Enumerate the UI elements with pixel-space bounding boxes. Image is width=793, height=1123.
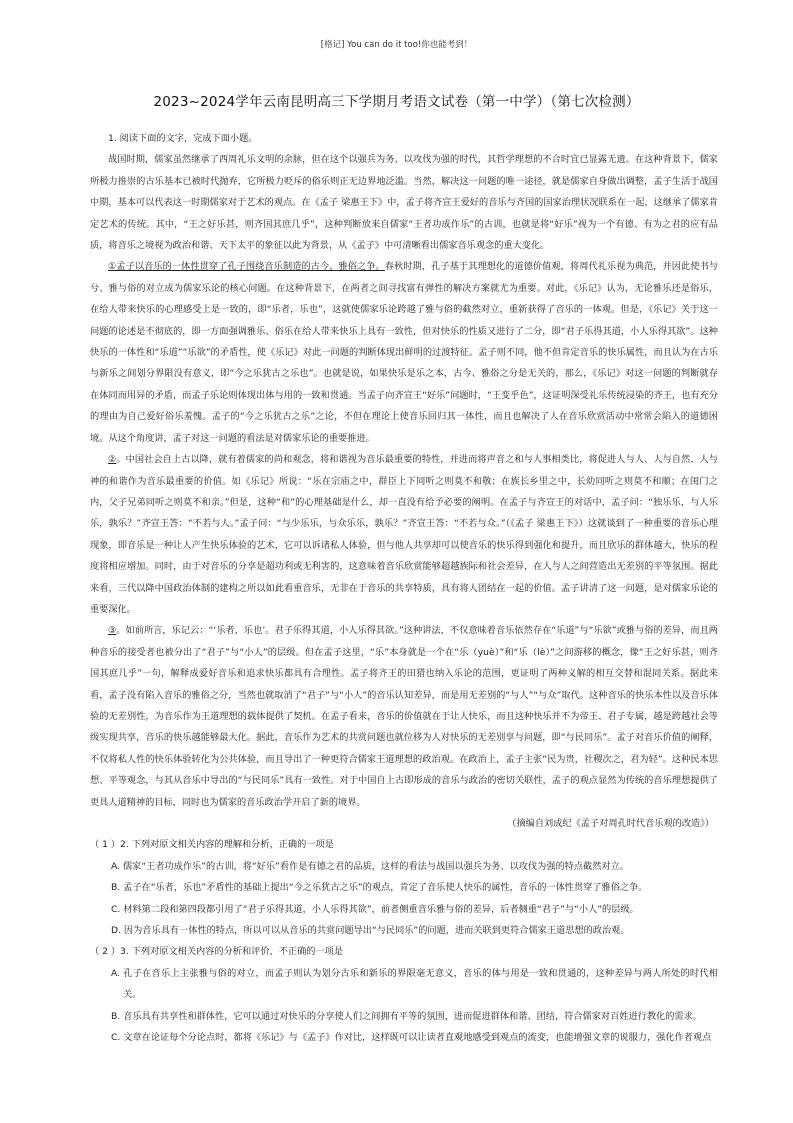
question-list: [90, 834, 718, 1048]
question-2-option-b[interactable]: B. 音乐具有共享性和群体性，它可以通过对快乐的分享使人们之间拥有平等的氛围，进而促进群体和谐、团结，符合儒家对百姓进行教化的需求。: [111, 1010, 702, 1022]
passage-paragraph-4-body: 。如前所言，乐记云：“‘乐者，乐也’。君子乐得其道，小人乐得其欲。”这种讲法，不仅意味着音乐依然存在“乐道”与“乐欲”或雅与俗的差异，而且两种音乐的接受者也被分出了“君子”与“小人”的层级。但在孟子这里，“乐”本身就是一个在“乐（yuè）”和“乐（lè）”之间游移的概念，像“王之好乐甚，则齐国其庶几乎”一句，解释成爱好音乐和追求快乐都具有合理性。孟子将齐王的田猎也纳入乐论的范围，更证明了两种义解的相互交替和混同关系。据此来看，孟子没有陷入音乐的雅俗之分，当然也就取消了“君子”与“小人”的音乐认知差异，而是用无差别的“与人”“与众”取代。这种音乐的快乐本性以及音乐体验的无差别性，为音乐作为王道理想的载体提供了契机。在孟子看来，音乐的价值就在于让人快乐，而且这种快乐并不为帝王、君子专属，越是跨越社会等级实现共享，音乐的快乐越能够最大化。据此，音乐作为艺术的共赏问题也就位移为人对快乐的无差别享与问题，即“与民同乐”。孟子对音乐价值的阐释，不仅将私人性的快乐体验转化为公共体验，而且导出了一种更符合儒家王道理想的政治观。在政治上，孟子主张“民为贵，社稷次之，君为轻”。这种民本思想、平等观念，与其从音乐中导出的“与民同乐”具有一致性。对于中国自上古即形成的音乐与政治的密切关联性，孟子的观点显然为传统的音乐理想提供了更具人道精神的目标，同时也为儒家的音乐政治学开启了新的境界。: [90, 625, 718, 808]
question-2-option-a[interactable]: A. 孔子在音乐上主张雅与俗的对立，而孟子则认为划分古乐和新乐的界限毫无意义，音乐的体与用是一致和贯通的，这种差异与两人所处的时代相关。: [111, 967, 718, 1001]
passage-paragraph-1: 战国时期，儒家虽然继承了西周礼乐文明的余脉，但在这个以强兵为务、以攻伐为强的时代，其哲学理想的不合时宜已显露无遗。在这种背景下，儒家所极力推崇的古乐基本已被时代抛弃，它所极力贬斥的俗乐则正无边界地泛滥。当然，解决这一问题的唯一途径，就是儒家自身做出调整，孟子生活于战国中期，基本可以代表这一时期儒家对于艺术的观点。在《孟子 梁惠王下》中，孟子将齐宣王爱好的音乐与齐国的国家治理状况联系在一起，这继承了儒家肯定艺术的传统。其中，“王之好乐甚，则齐国其庶几乎”，这种判断放来自儒家“王者功成作乐”的古训，也就是将“好乐”视为一个有德、有为之君的应有品质，将音乐之境视为政治和谐、天下太平的象征以此为背景，从《孟子》中可清晰看出儒家音乐观念的重大变化。: [90, 154, 718, 252]
passage-instruction: 1. 阅读下面的文字，完成下面小题。: [108, 133, 258, 144]
question-1-stem: （ 1 ）2. 下列对原文相关内容的理解和分析，正确的一项是: [90, 839, 334, 851]
passage-paragraph-3-body: 。中国社会自上古以降，就有着儒家的尚和观念，将和谐视为音乐最重要的特性，并进而将声音之和与人事相类比，将促进人与人、人与自然、人与神的和谐作为音乐最重要的价值。如《乐记》所说：“乐在宗庙之中，群臣上下同听之则莫不和敬；在族长乡里之中，长幼同听之则莫不和顺；在闺门之内，父子兄弟同听之则莫不和亲。”但是，这种“和”的心理基础是什么，却一直没有给予必要的阐明。在孟子与齐宣王的对话中，孟子问：“独乐乐，与人乐乐，孰乐？”齐宣王答：“不若与人。”孟子问：“与少乐乐，与众乐乐，孰乐？”齐宣王答：“不若与众。”（《孟子 梁惠王下》）这就谈到了一种重要的音乐心理现象，即音乐是一种让人产生快乐体验的艺术，它可以诉诸私人体验，但与他人共享却可以使音乐的快乐得到强化和提升，而且欣乐的群体越大，快乐的程度将相应增加。同时，由于对音乐的分享是超功利或无利害的，这意味着音乐欣赏能够超越族际和社会差异，在人与人之间营造出无差别的平等氛围。据此来看，三代以降中国政治体制的建构之所以如此看重音乐，无非在于音乐的共享特质，具有将人团结在一起的价值。孟子讲清了这一问题，是对儒家乐论的重要深化。: [90, 454, 718, 615]
blank-marker-3: ③: [108, 625, 117, 637]
passage-source: （摘编自刘成纪《孟子对周孔时代音乐观的改造》）: [507, 818, 714, 829]
question-2-stem: （ 2 ）3. 下列对原文相关内容的分析和评价，不正确的一项是: [90, 946, 344, 958]
passage-paragraph-2: [90, 256, 718, 449]
question-1-option-d[interactable]: D. 因为音乐具有一体性的特点，所以可以从音乐的共赏问题导出“与民同乐”的问题，进而关联到更符合儒家王道思想的政治观。: [111, 925, 630, 937]
question-2-option-c[interactable]: C. 文章在论证每个分论点时，都将《乐记》与《孟子》作对比，这样既可以让读者直观地感受到观点的流变，也能增强文章的说服力，强化作者观点: [111, 1032, 712, 1044]
passage-paragraph-4: [90, 620, 718, 813]
underlined-sentence-1: ①孟子以音乐的一体性贯穿了孔子围绕音乐制造的古今、雅俗之争。: [108, 261, 385, 273]
page-title: 2023~2024学年云南昆明高三下学期月考语文试卷（第一中学）（第七次检测）: [153, 94, 640, 110]
header-tagline: [格记] You can do it too!你也能考到！: [320, 40, 473, 50]
question-1-option-a[interactable]: A. 儒家“王者功成作乐”的古训，将“好乐”看作是有德之君的品质，这样的看法与战国以强兵为务、以攻伐为强的特点截然对立。: [111, 860, 629, 872]
blank-marker-2: ②: [108, 454, 117, 466]
question-1-option-b[interactable]: B. 孟子在“乐者，乐也”矛盾性的基础上提出“今之乐犹古之乐”的观点，肯定了音乐使人快乐的属性，音乐的一体性贯穿了雅俗之争。: [111, 882, 648, 894]
passage-paragraph-2-body: 春秋时期，孔子基于其理想化的道德价值观，将周代礼乐视为典范，并因此使书与兮、雅与俗的对立成为儒家乐论的核心问题。在这种背景下，在两者之间寻找富有弹性的解决方案就尤为重要。对此，《乐记》认为，无论雅乐还是俗乐，在给人带来快乐的心理感受上是一致的，即“乐者，乐也”，这就使儒家乐论跨越了雅与俗的截然对立，重新获得了音乐的一体观。但是，《乐记》关于这一问题的论述是不彻底的，即一方面强调雅乐、俗乐在给人带来快乐上具有一致性，但对快乐的性质又进行了二分，即“君子乐得其道，小人乐得其欲”。这种快乐的一体性和“乐道”“乐欲”的矛盾性，使《乐记》对此一问题的判断体现出鲜明的过渡特征。孟子则不同，他不但肯定音乐的快乐属性，而且认为在古乐与新乐之间划分界限没有意义，即“今之乐犹古之乐也”。也就是说，如果快乐是乐之本，古今、雅俗之分是无关的，那么，《乐记》对这一问题的判断就存在体同而用异的矛盾，而孟子乐论则体现出体与用的一致和贯通。当孟子向齐宣王“好乐”问题时，“王变乎色”，这证明深受礼乐传统浸染的齐王，也有充分的理由为自己爱好俗乐羞愧。孟子的“今之乐犹古之乐”之论，不但在理论上使音乐回归其一体性，而且也解决了人在音乐欣赏活动中常常会陷入的道德困境。从这个角度讲，孟子对这一问题的看法是对儒家乐论的重要推进。: [90, 261, 718, 444]
passage-paragraph-3: [90, 449, 718, 620]
reading-passage: [90, 128, 718, 1048]
question-1-option-c[interactable]: C. 材料第二段和第四段都引用了“君子乐得其道，小人乐得其欲”，前者侧重音乐雅与俗的差异，后者侧重“君子”与“小人”的层级。: [111, 903, 639, 915]
